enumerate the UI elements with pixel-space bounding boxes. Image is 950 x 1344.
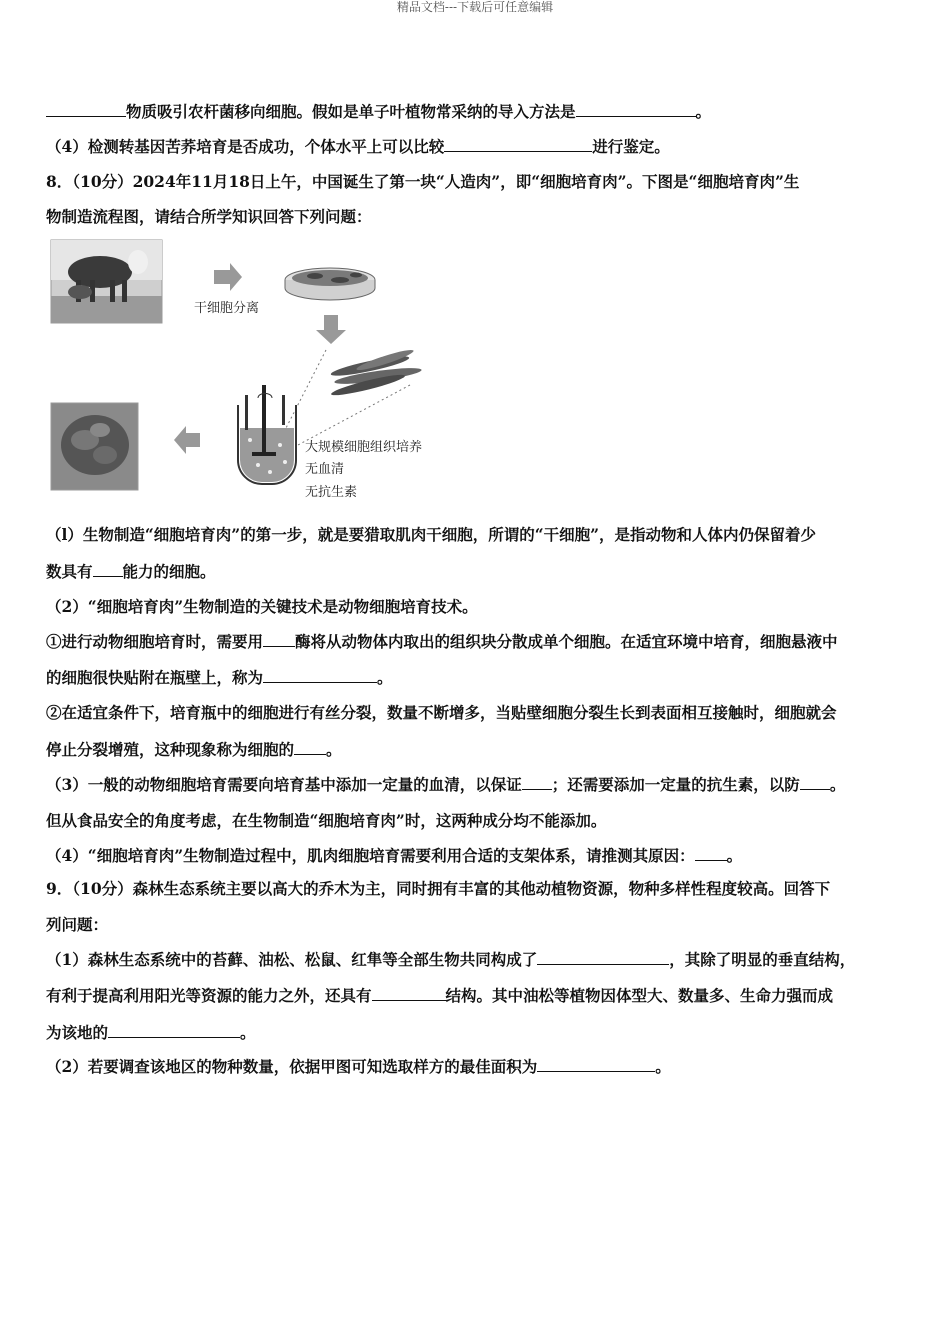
question-9-stem: 9．（10分）森林生态系统主要以高大的乔木为主，同时拥有丰富的其他动植物资源，物种多样性程度较高。回答下: [46, 879, 831, 898]
answer-blank[interactable]: [537, 1057, 655, 1072]
text-segment: 。: [655, 1057, 671, 1076]
label-serum-free: 无血清: [305, 462, 345, 477]
answer-blank[interactable]: [372, 986, 446, 1001]
text-segment: 的细胞很快贴附在瓶壁上，称为: [46, 668, 264, 687]
question-8-stem: 8．（10分）2024年11月18日上午，中国诞生了第一块“人造肉”，即“细胞培育肉”。下图是“细胞培育肉”生: [46, 172, 800, 191]
text-segment: ；还需要添加一定量的抗生素，以防: [551, 775, 800, 794]
text-line: ②在适宜条件下，培育瓶中的细胞进行有丝分裂，数量不断增多，当贴壁细胞分裂生长到表面相互接触时，细胞就会: [46, 703, 837, 722]
label-antibiotic-free: 无抗生素: [305, 485, 358, 500]
text-line: （l）生物制造“细胞培育肉”的第一步，就是要猎取肌肉干细胞，所谓的“干细胞”，是指动物和人体内仍保留着少: [46, 525, 817, 544]
text-segment: 酶将从动物体内取出的组织块分散成单个细胞。在适宜环境中培育，细胞悬液中: [295, 632, 838, 651]
text-line: [46, 846, 742, 866]
text-segment: 能力的细胞。: [122, 562, 216, 581]
answer-blank[interactable]: [537, 950, 669, 965]
text-line: [46, 668, 393, 688]
answer-blank[interactable]: [93, 562, 123, 577]
text-segment: 停止分裂增殖，这种现象称为细胞的: [46, 740, 295, 759]
text-line: [46, 986, 833, 1006]
answer-blank[interactable]: [695, 846, 727, 861]
text-segment: 。: [829, 775, 846, 794]
arrow-down-icon: [316, 315, 346, 344]
text-line: [46, 1057, 671, 1077]
text-segment: 进行鉴定。: [592, 137, 670, 156]
text-segment: （4）检测转基因苦荞培育是否成功，个体水平上可以比较: [46, 137, 445, 156]
arrow-left-icon: [174, 426, 200, 454]
text-line: 列问题：: [46, 915, 109, 934]
text-line: [46, 950, 855, 970]
connector-line: [285, 350, 326, 430]
text-segment: 物质吸引农杆菌移向细胞。假如是单子叶植物常采纳的导入方法是: [126, 102, 576, 121]
answer-blank[interactable]: [108, 1023, 240, 1038]
answer-blank[interactable]: [263, 632, 295, 647]
text-segment: 为该地的: [46, 1023, 109, 1042]
page-header: 精品文档---下载后可任意编辑: [396, 0, 554, 14]
text-segment: （3）一般的动物细胞培育需要向培育基中添加一定量的血清，以保证: [46, 775, 522, 794]
bioreactor-icon: [238, 385, 296, 484]
text-segment: 有利于提高利用阳光等资源的能力之外，还具有: [46, 986, 372, 1005]
text-segment: （2）若要调查该地区的物种数量，依据甲图可知选取样方的最佳面积为: [46, 1057, 538, 1076]
text-line: （2）“细胞培育肉”生物制造的关键技术是动物细胞培育技术。: [46, 597, 478, 616]
text-line: [46, 740, 342, 760]
text-segment: 数具有: [46, 562, 93, 581]
text-line: [46, 632, 838, 652]
text-line: 但从食品安全的角度考虑，在生物制造“细胞培育肉”时，这两种成分均不能添加。: [46, 811, 607, 830]
text-segment: ①进行动物细胞培育时，需要用: [46, 632, 264, 651]
text-segment: 。: [377, 668, 393, 687]
answer-blank[interactable]: [800, 775, 830, 790]
cultured-meat-photo: [51, 403, 138, 490]
text-segment: 结构。其中油松等植物因体型大、数量多、生命力强而成: [445, 986, 834, 1005]
answer-blank[interactable]: [522, 775, 552, 790]
muscle-cells-icon: [330, 347, 422, 399]
text-segment: ，其除了明显的垂直结构，: [669, 950, 856, 969]
answer-blank[interactable]: [263, 668, 377, 683]
answer-blank[interactable]: [294, 740, 326, 755]
petri-dish-icon: [285, 268, 375, 300]
text-line: [46, 562, 216, 582]
text-segment: 。: [240, 1023, 256, 1042]
text-segment: （1）森林生态系统中的苔藓、油松、松鼠、红隼等全部生物共同构成了: [46, 950, 538, 969]
label-large-scale-culture: 大规模细胞组织培养: [305, 440, 423, 455]
text-segment: 。: [326, 740, 342, 759]
arrow-right-icon: [214, 263, 242, 291]
text-segment: 。: [726, 846, 743, 865]
cow-photo: [51, 240, 162, 323]
text-line: 物制造流程图，请结合所学知识回答下列问题：: [46, 207, 372, 226]
text-line: [46, 1023, 256, 1043]
diagram-graphics: [0, 0, 950, 510]
text-segment: 。: [695, 102, 712, 121]
label-stem-cell-separation: 干细胞分离: [194, 301, 260, 316]
text-line: [46, 775, 845, 795]
text-segment: （4）“细胞培育肉”生物制造过程中，肌肉细胞培育需要利用合适的支架体系，请推测其原因：: [46, 846, 695, 865]
